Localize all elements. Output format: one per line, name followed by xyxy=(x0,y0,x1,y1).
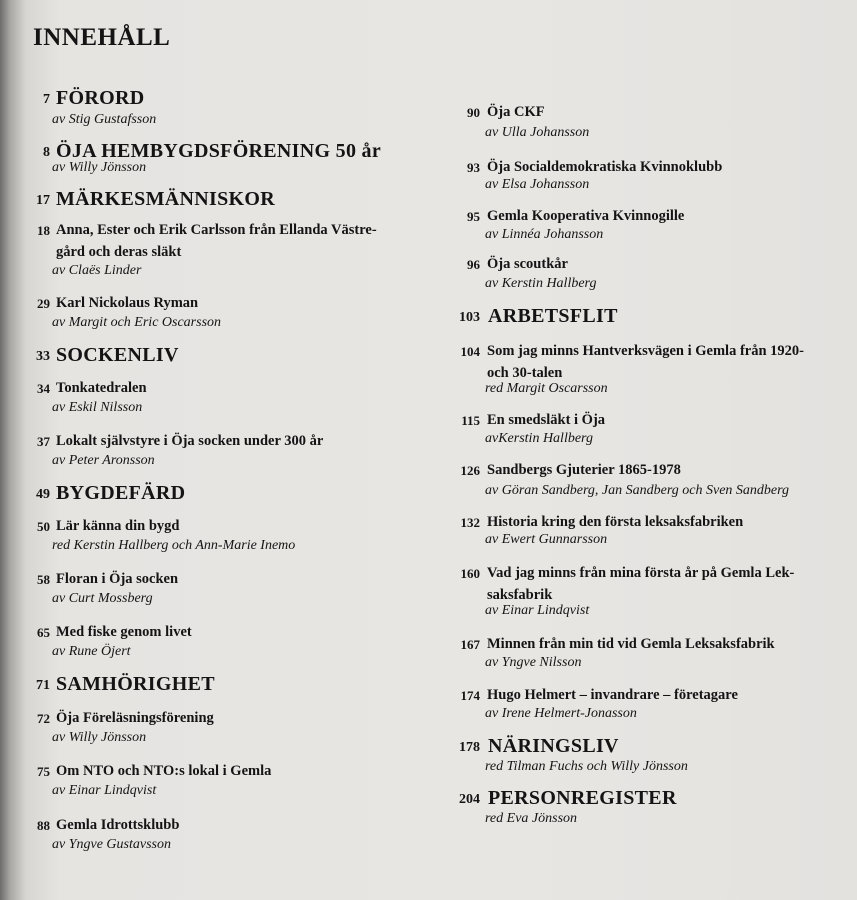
entry-title-line: och 30-talen xyxy=(487,365,563,381)
entry-title: Öja CKF xyxy=(487,104,545,120)
entry-title: SOCKENLIV xyxy=(56,344,179,366)
entry-page-number: 29 xyxy=(37,296,50,311)
entry-page-number: 93 xyxy=(467,160,480,175)
entry-page-number: 50 xyxy=(37,519,50,534)
entry-author: av Yngve Nilsson xyxy=(485,655,582,670)
entry-author: av Elsa Johansson xyxy=(485,177,590,192)
entry-title: Öja scoutkår xyxy=(487,256,568,272)
entry-title: NÄRINGSLIV xyxy=(488,735,619,757)
entry-page-number: 37 xyxy=(37,434,50,449)
entry-page-number: 96 xyxy=(467,257,480,272)
entry-title: Floran i Öja socken xyxy=(56,571,179,587)
entry-title: Tonkatedralen xyxy=(56,380,147,396)
entry-author: av Ewert Gunnarsson xyxy=(485,532,608,547)
entry-page-number: 65 xyxy=(37,625,50,640)
entry-page-number: 160 xyxy=(460,566,480,581)
entry-title: Historia kring den första leksaksfabriken xyxy=(487,514,744,530)
entry-author: red Margit Oscarsson xyxy=(485,381,608,396)
entry-author: av Linnéa Johansson xyxy=(485,227,604,242)
entry-page-number: 88 xyxy=(37,818,50,833)
entry-author: red Kerstin Hallberg och Ann-Marie Inemo xyxy=(52,538,296,553)
entry-title xyxy=(487,340,832,384)
entry-author: red Tilman Fuchs och Willy Jönsson xyxy=(485,759,688,774)
entry-author: av Peter Aronsson xyxy=(52,453,155,468)
entry-title-line: gård och deras släkt xyxy=(56,244,182,260)
entry-page-number: 167 xyxy=(460,637,480,652)
entry-page-number: 17 xyxy=(36,193,50,208)
entry-title: BYGDEFÄRD xyxy=(56,482,186,504)
entry-page-number: 8 xyxy=(43,145,50,160)
entry-title: Hugo Helmert – invandrare – företagare xyxy=(487,687,738,703)
entry-page-number: 33 xyxy=(36,349,50,364)
entry-page-number: 18 xyxy=(37,223,50,238)
entry-title xyxy=(56,219,416,263)
entry-page-number: 204 xyxy=(459,792,480,807)
entry-author: av Kerstin Hallberg xyxy=(485,276,597,291)
entry-title: SAMHÖRIGHET xyxy=(56,673,215,695)
entry-page-number: 75 xyxy=(37,764,50,779)
entry-page-number: 72 xyxy=(37,711,50,726)
entry-page-number: 115 xyxy=(461,413,480,428)
entry-page-number: 178 xyxy=(459,740,480,755)
entry-author: av Einar Lindqvist xyxy=(52,783,157,798)
entry-title: Öja Föreläsningsförening xyxy=(56,710,214,726)
entry-title: MÄRKESMÄNNISKOR xyxy=(56,188,275,210)
entry-page-number: 71 xyxy=(36,678,50,693)
entry-author: av Yngve Gustavsson xyxy=(52,837,171,852)
entry-title: ÖJA HEMBYGDSFÖRENING 50 år xyxy=(56,140,382,162)
entry-author: av Stig Gustafsson xyxy=(52,112,157,127)
entry-title-line: Vad jag minns från mina första år på Gemla Lek- xyxy=(487,565,795,581)
entry-title-line: Anna, Ester och Erik Carlsson från Ellanda Västre- xyxy=(56,222,377,238)
entry-title-line: saksfabrik xyxy=(487,587,553,603)
entry-page-number: 49 xyxy=(36,487,50,502)
entry-author: av Eskil Nilsson xyxy=(52,400,143,415)
entry-title: Lär känna din bygd xyxy=(56,518,180,534)
entry-title: Öja Socialdemokratiska Kvinnoklubb xyxy=(487,159,723,175)
entry-author: av Claës Linder xyxy=(52,263,142,278)
entry-page-number: 126 xyxy=(460,463,480,478)
entry-author: av Göran Sandberg, Jan Sandberg och Sven Sandberg xyxy=(485,483,790,498)
entry-page-number: 132 xyxy=(460,515,480,530)
page-title: INNEHÅLL xyxy=(33,24,171,51)
entry-author: av Einar Lindqvist xyxy=(485,603,590,618)
entry-title xyxy=(487,562,832,606)
entry-author: av Irene Helmert-Jonasson xyxy=(485,706,637,721)
entry-title: Karl Nickolaus Ryman xyxy=(56,295,199,311)
entry-title: Gemla Idrottsklubb xyxy=(56,817,180,833)
entry-page-number: 7 xyxy=(43,92,50,107)
entry-title: FÖRORD xyxy=(56,87,145,109)
entry-title: Om NTO och NTO:s lokal i Gemla xyxy=(56,763,272,779)
entry-title-line: Som jag minns Hantverksvägen i Gemla från 1920- xyxy=(487,343,804,359)
entry-author: av Curt Mossberg xyxy=(52,591,153,606)
entry-author: av Margit och Eric Oscarsson xyxy=(52,315,222,330)
entry-author: av Ulla Johansson xyxy=(485,125,590,140)
entry-page-number: 174 xyxy=(460,688,480,703)
entry-title: Sandbergs Gjuterier 1865-1978 xyxy=(487,462,681,478)
entry-title: Gemla Kooperativa Kvinnogille xyxy=(487,208,685,224)
entry-title: Lokalt självstyre i Öja socken under 300 år xyxy=(56,433,324,449)
entry-title: ARBETSFLIT xyxy=(488,305,618,327)
entry-title: En smedsläkt i Öja xyxy=(487,412,606,428)
entry-title: Minnen från min tid vid Gemla Leksaksfabrik xyxy=(487,636,775,652)
entry-title: PERSONREGISTER xyxy=(488,787,677,809)
entry-page-number: 34 xyxy=(37,381,50,396)
entry-author: av Willy Jönsson xyxy=(52,730,147,745)
entry-title: Med fiske genom livet xyxy=(56,624,192,640)
entry-author: red Eva Jönsson xyxy=(485,811,578,826)
entry-page-number: 95 xyxy=(467,209,480,224)
entry-author: av Willy Jönsson xyxy=(52,160,147,175)
entry-author: avKerstin Hallberg xyxy=(485,431,593,446)
entry-author: av Rune Öjert xyxy=(52,644,131,659)
entry-page-number: 90 xyxy=(467,105,480,120)
entry-page-number: 104 xyxy=(460,344,480,359)
entry-page-number: 58 xyxy=(37,572,50,587)
entry-page-number: 103 xyxy=(459,310,480,325)
